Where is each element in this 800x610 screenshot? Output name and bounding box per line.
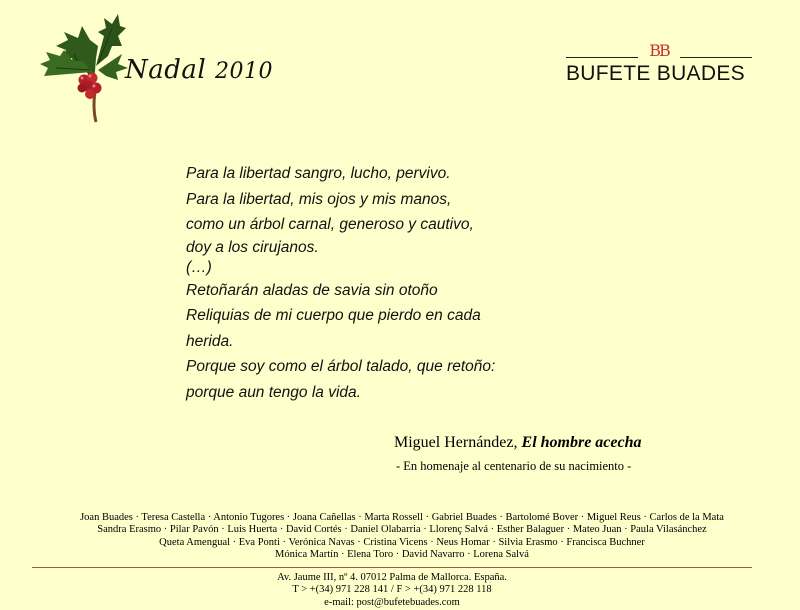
staff-list bbox=[28, 512, 776, 561]
staff-row: Joan Buades · Teresa Castella · Antonio Tugores · Joana Cañellas · Marta Rossell · Gabriel Buades · Bartolomé Bover · Miguel Reus · Carlos de la Mata bbox=[80, 512, 724, 523]
poem-ellipsis: (…) bbox=[186, 258, 212, 276]
brand-name: BUFETE BUADES bbox=[566, 62, 745, 85]
poem-line: Retoñarán aladas de savia sin otoño bbox=[186, 281, 438, 299]
poem-line: Porque soy como el árbol talado, que retoño: bbox=[186, 358, 496, 375]
poem-line: como un árbol carnal, generoso y cautivo, bbox=[186, 216, 474, 233]
poem-line: doy a los cirujanos. bbox=[186, 238, 319, 256]
poem-work-title: El hombre acecha bbox=[521, 434, 642, 451]
brand-mark: BB bbox=[649, 41, 669, 60]
footer-address: Av. Jaume III, nº 4. 07012 Palma de Mallorca. España. bbox=[277, 572, 507, 583]
greeting-title bbox=[125, 55, 273, 85]
footer-email[interactable]: e-mail: post@bufetebuades.com bbox=[324, 596, 460, 608]
footer-phone: T > +(34) 971 228 141 / F > +(34) 971 228 118 bbox=[292, 584, 492, 596]
holly-icon bbox=[34, 6, 130, 126]
staff-row: Mónica Martín · Elena Toro · David Navarro · Lorena Salvá bbox=[275, 548, 529, 560]
poem-line: porque aun tengo la vida. bbox=[186, 383, 361, 401]
poem-attribution bbox=[394, 434, 642, 452]
footer-contact bbox=[200, 572, 584, 609]
greeting-year: 2010 bbox=[214, 59, 273, 84]
footer-divider bbox=[32, 567, 752, 568]
poem-line: Para la libertad sangro, lucho, pervivo. bbox=[186, 165, 451, 182]
poem-line: herida. bbox=[186, 332, 234, 350]
poem-line: Para la libertad, mis ojos y mis manos, bbox=[186, 190, 452, 208]
brand-logo bbox=[566, 40, 752, 86]
poem-dedication: - En homenaje al centenario de su nacimiento - bbox=[396, 459, 632, 473]
staff-row: Queta Amengual · Eva Ponti · Verónica Navas · Cristina Vicens · Neus Homar · Silvia Erasmo · Francisca Buchner bbox=[159, 536, 645, 548]
logo-line-right bbox=[680, 57, 752, 58]
greeting-word: Nadal bbox=[125, 55, 207, 85]
poem-author: Miguel Hernández, bbox=[394, 434, 518, 451]
logo-line-left bbox=[566, 57, 638, 58]
poem-line: Reliquias de mi cuerpo que pierdo en cada bbox=[186, 307, 481, 324]
poem bbox=[186, 161, 526, 405]
staff-row: Sandra Erasmo · Pilar Pavón · Luis Huerta · David Cortés · Daniel Olabarria · Llorenç Salvá · Esther Balaguer · Mateo Juan · Paula Vilasánchez bbox=[97, 524, 707, 536]
